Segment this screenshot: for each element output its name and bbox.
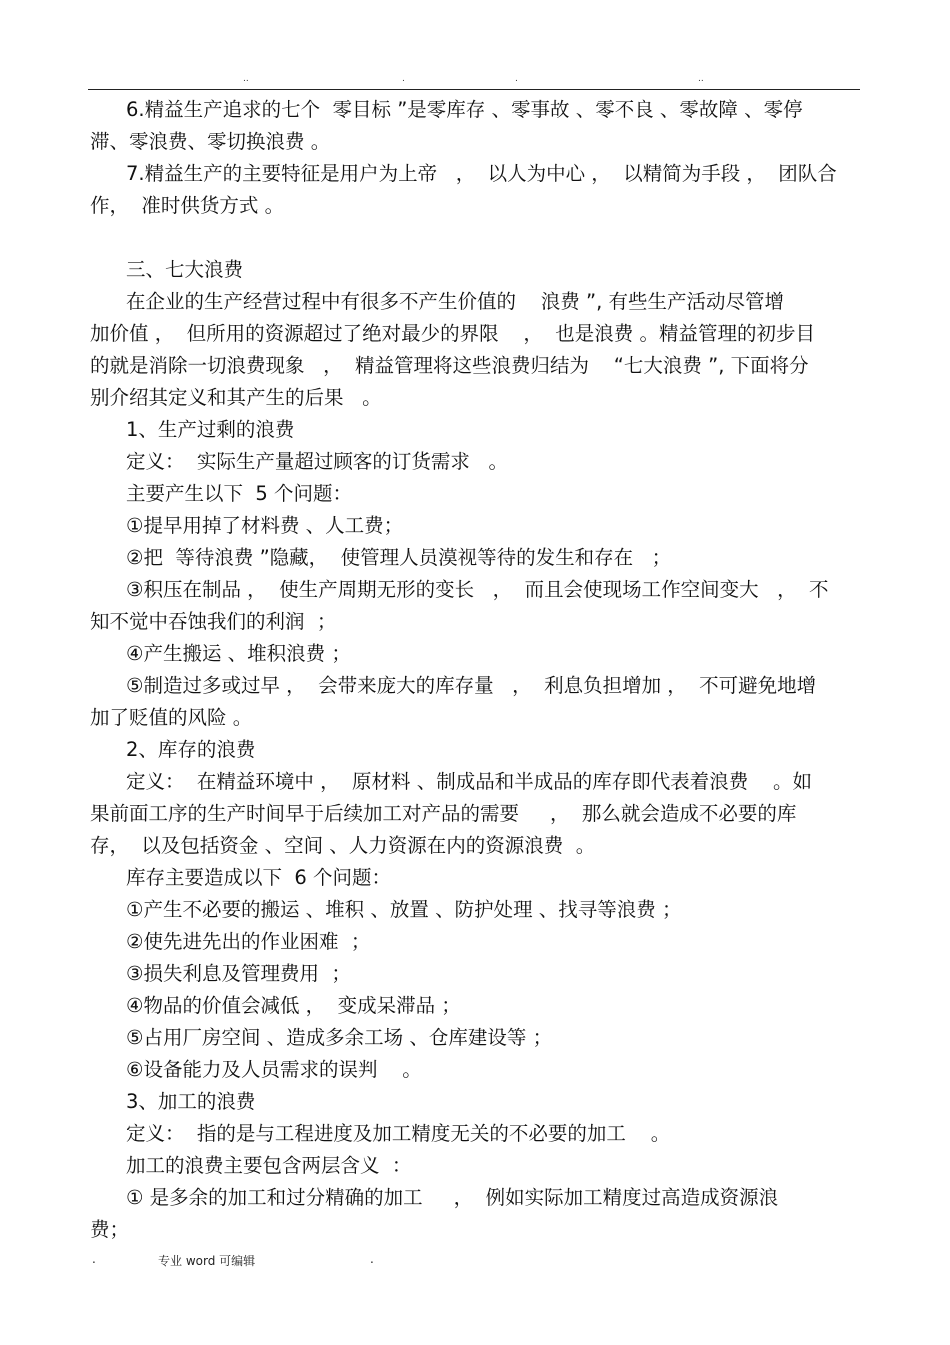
text-line: 果前面工序的生产时间早于后续加工对产品的需要 ， 那么就会造成不必要的库 xyxy=(90,802,797,825)
text-line: 加了贬值的风险 。 xyxy=(90,706,253,729)
list-item: ①产生不必要的搬运 、堆积 、放置 、防护处理 、找寻等浪费 ； xyxy=(126,898,682,921)
header-mark: .. xyxy=(243,74,249,84)
list-item: ⑥设备能力及人员需求的误判 。 xyxy=(126,1058,422,1081)
footer-label: 专业 word 可编辑 xyxy=(158,1254,256,1268)
text-line: 主要产生以下 5 个问题： xyxy=(126,482,353,505)
subsection-heading: 3、加工的浪费 xyxy=(126,1090,256,1113)
text-line: 别介绍其定义和其产生的后果 。 xyxy=(90,386,382,409)
text-line: 的就是消除一切浪费现象 ， 精益管理将这些浪费归结为 “七大浪费 ”, 下面将分 xyxy=(90,354,809,377)
footer-mark: . xyxy=(92,1252,96,1266)
list-item: ⑤占用厂房空间 、造成多余工场 、仓库建设等 ； xyxy=(126,1026,553,1049)
page-header-marks xyxy=(0,74,950,86)
text-line: 在企业的生产经营过程中有很多不产生价值的 浪费 ”, 有些生产活动尽管增 xyxy=(126,290,784,313)
text-line: 定义： 在精益环境中 ， 原材料 、制成品和半成品的库存即代表着浪费 。如 xyxy=(126,770,812,793)
text-line: 定义： 指的是与工程进度及加工精度无关的不必要的加工 。 xyxy=(126,1122,671,1145)
document-body xyxy=(90,94,860,1246)
text-line: 知不觉中吞蚀我们的利润 ； xyxy=(90,610,337,633)
list-item: ④产生搬运 、堆积浪费 ； xyxy=(126,642,351,665)
list-item: ③积压在制品 ， 使生产周期无形的变长 ， 而且会使现场工作空间变大 ， 不 xyxy=(126,578,829,601)
header-mark: . xyxy=(402,74,405,84)
text-line: 存， 以及包括资金 、空间 、人力资源在内的资源浪费 。 xyxy=(90,834,596,857)
text-line: 库存主要造成以下 6 个问题： xyxy=(126,866,392,889)
text-line: 费； xyxy=(90,1218,130,1241)
footer-mark: . xyxy=(370,1252,374,1266)
list-item: ① 是多余的加工和过分精确的加工 ， 例如实际加工精度过高造成资源浪 xyxy=(126,1186,779,1209)
text-line: 6.精益生产追求的七个 零目标 ”是零库存 、零事故 、零不良 、零故障 、零停 xyxy=(126,98,803,121)
header-mark: .. xyxy=(698,74,704,84)
list-item: ②把 等待浪费 ”隐藏， 使管理人员漠视等待的发生和存在 ； xyxy=(126,546,672,569)
list-item: ④物品的价值会减低 ， 变成呆滞品 ； xyxy=(126,994,461,1017)
subsection-heading: 2、库存的浪费 xyxy=(126,738,256,761)
text-line: 7.精益生产的主要特征是用户为上帝 ， 以人为中心 ， 以精简为手段 ， 团队合 xyxy=(126,162,837,185)
text-line: 加价值 ， 但所用的资源超过了绝对最少的界限 ， 也是浪费 。精益管理的初步目 xyxy=(90,322,815,345)
list-item: ⑤制造过多或过早 ， 会带来庞大的库存量 ， 利息负担增加 ， 不可避免地增 xyxy=(126,674,817,697)
text-line: 作， 准时供货方式 。 xyxy=(90,194,285,217)
list-item: ②使先进先出的作业困难 ； xyxy=(126,930,371,953)
header-mark: . xyxy=(515,74,518,84)
text-line: 加工的浪费主要包含两层含义 ： xyxy=(126,1154,412,1177)
subsection-heading: 1、生产过剩的浪费 xyxy=(126,418,295,441)
list-item: ③损失利息及管理费用 ； xyxy=(126,962,351,985)
blank-line xyxy=(90,222,860,254)
header-divider xyxy=(88,89,860,90)
list-item: ①提早用掉了材料费 、人工费； xyxy=(126,514,404,537)
text-line: 定义： 实际生产量超过顾客的订货需求 。 xyxy=(126,450,508,473)
section-heading: 三、七大浪费 xyxy=(126,258,244,281)
text-line: 滞、零浪费、零切换浪费 。 xyxy=(90,130,331,153)
